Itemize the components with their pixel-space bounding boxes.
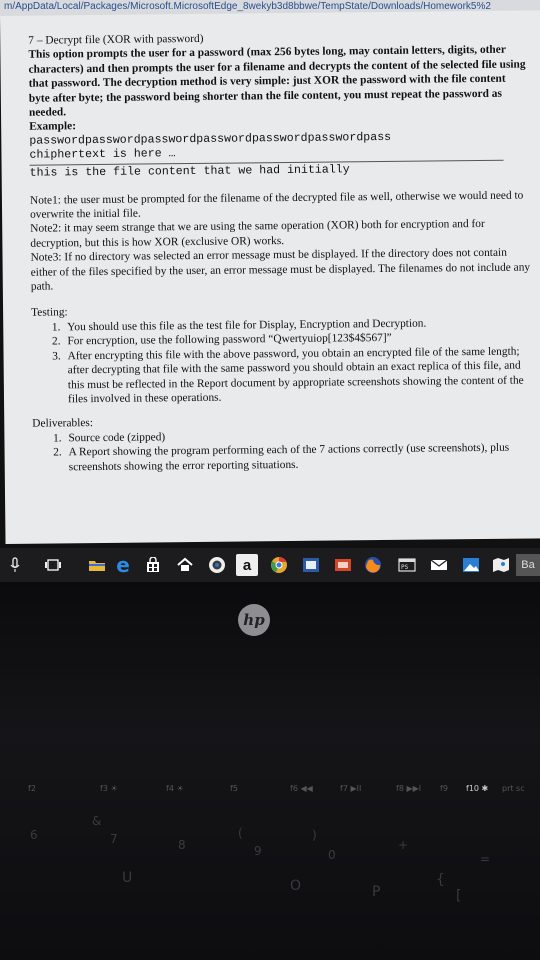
- fn-key-label: f2: [28, 784, 36, 793]
- task-view-icon[interactable]: [42, 554, 64, 576]
- note-3: Note3: If no directory was selected an error message must be displayed. If the directory does not contain either of the files specified by the user, an error message must be displayed. The filenames do not include any path.: [30, 246, 531, 293]
- list-item: 1. You should use this file as the test file for Display, Encryption and Decryption.: [63, 315, 531, 334]
- key-label: [: [456, 888, 462, 904]
- list-item: 2. For encryption, use the following password “Qwertyuiop[123$4$567]”: [63, 330, 531, 349]
- home-icon[interactable]: [174, 554, 196, 576]
- store-icon[interactable]: [142, 554, 164, 576]
- document-page: [0, 10, 540, 544]
- fn-key-label: f6 ◀◀: [290, 784, 313, 793]
- fn-key-label: f3 ☀: [100, 784, 118, 793]
- key-label: {: [436, 872, 445, 888]
- key-label: O: [290, 878, 302, 894]
- section-heading: 7 – Decrypt file (XOR with password): [28, 32, 204, 47]
- list-item: 3. After encrypting this file with the above password, you obtain an encrypted file of the same length; after decrypting that file with the same password you should obtain an exact replica of this file, and this must be reflected in the Report document by appropriate screenshots showing the content of the files involved in these operations.: [63, 344, 532, 407]
- key-label: U: [122, 870, 133, 886]
- envelope-icon[interactable]: [428, 554, 450, 576]
- svg-text:PS: PS: [401, 564, 409, 571]
- mail-app-icon[interactable]: [332, 554, 354, 576]
- key-label: 6: [30, 828, 38, 842]
- fn-key-label: f4 ☀: [166, 784, 184, 793]
- laptop-keyboard: [0, 582, 540, 960]
- amazon-icon[interactable]: a: [236, 554, 258, 576]
- testing-label: Testing:: [31, 306, 68, 320]
- key-label: 9: [254, 844, 262, 858]
- fn-key-label: f7 ▶II: [340, 784, 362, 793]
- fn-key-label: f10 ✱: [466, 784, 489, 793]
- fn-key-label: f9: [440, 784, 448, 793]
- code-password: passwordpasswordpasswordpasswordpasswordpasswordpass: [29, 130, 392, 148]
- key-label: 8: [178, 838, 186, 852]
- fn-key-label: f5: [230, 784, 238, 793]
- fn-key-label: f8 ▶▶I: [396, 784, 422, 793]
- note-1: Note1: the user must be prompted for the filename of the decrypted file as well, otherwise we would need to overwrite the initial file.: [29, 189, 524, 221]
- code-cipher: chiphertext is here …: [29, 147, 176, 163]
- list-item: 1. Source code (zipped): [64, 426, 532, 445]
- hp-logo: hp: [238, 604, 270, 636]
- file-explorer-icon[interactable]: [86, 554, 108, 576]
- word-icon[interactable]: [300, 554, 322, 576]
- example-label: Example:: [29, 120, 77, 134]
- key-label: 7: [110, 832, 118, 846]
- terminal-icon[interactable]: [396, 554, 418, 576]
- key-label: &: [92, 814, 102, 828]
- firefox-icon[interactable]: [362, 554, 384, 576]
- fn-key-label: prt sc: [502, 784, 525, 793]
- note-2: Note2: it may seem strange that we are using the same operation (XOR) both for encryption and for decryption, but this is how XOR (exclusive OR) works.: [30, 218, 485, 250]
- maps-icon[interactable]: [490, 554, 512, 576]
- overflow-app-icon[interactable]: Ba: [516, 554, 540, 576]
- taskbar: [0, 548, 540, 582]
- list-item: 2. A Report showing the program performing each of the 7 actions correctly (use screenshots), plus screenshots showing the error reporting situations.: [65, 441, 533, 475]
- deliverables-label: Deliverables:: [32, 417, 94, 430]
- intro-paragraph: This option prompts the user for a password (max 256 bytes long, may contain letters, digits, other characters) and then prompts the user for a filename and decrypts the content of the selected file using that password. The decryption method is very simple: just XOR the password with the file content byte after byte; the password being shorter than the file content, you must repeat the password as needed.: [28, 44, 526, 119]
- file-path-bar: m/AppData/Local/Packages/Microsoft.MicrosoftEdge_8wekyb3d8bbwe/TempState/Downloads/Homework5%2: [0, 0, 540, 16]
- testing-list: [31, 315, 532, 407]
- microphone-icon[interactable]: [4, 554, 26, 576]
- chrome-icon[interactable]: [268, 554, 290, 576]
- camera-icon[interactable]: [206, 554, 228, 576]
- key-label: (: [238, 826, 243, 840]
- deliverables-list: [32, 426, 532, 474]
- key-label: =: [480, 852, 491, 866]
- key-label: P: [372, 884, 381, 900]
- key-label: ): [312, 828, 317, 842]
- code-plaintext: this is the file content that we had initially: [29, 163, 350, 180]
- key-label: 0: [328, 848, 336, 862]
- key-label: +: [398, 838, 409, 852]
- photos-icon[interactable]: [460, 554, 482, 576]
- edge-icon[interactable]: e: [116, 553, 130, 577]
